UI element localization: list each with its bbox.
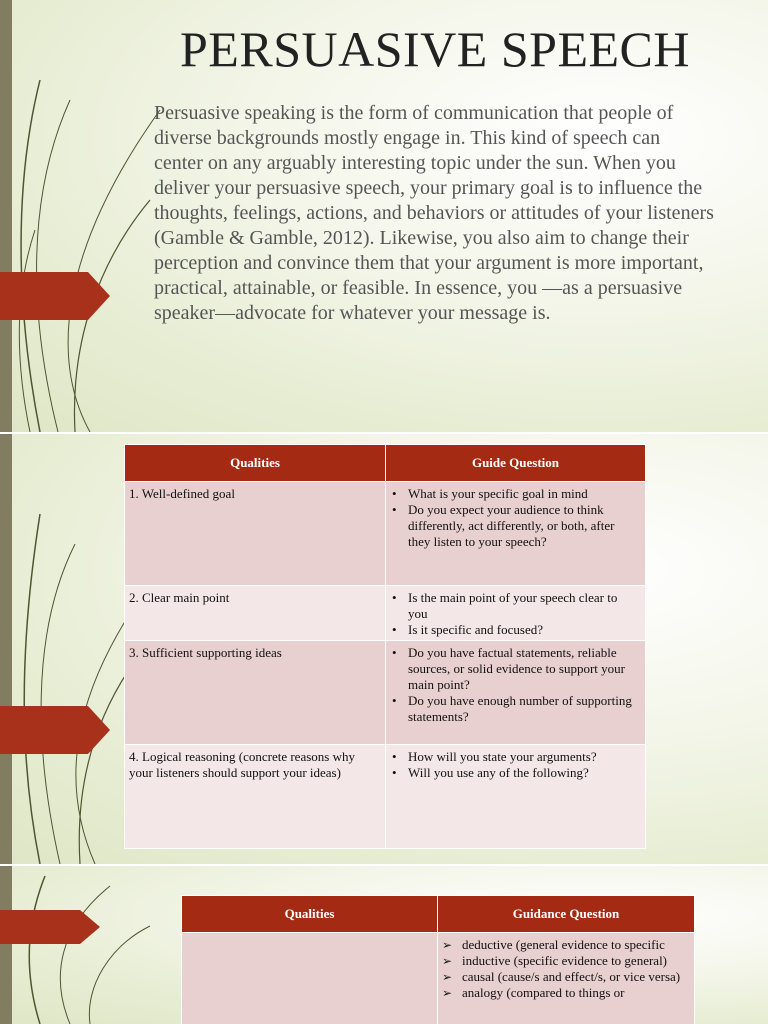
table-row bbox=[125, 586, 646, 641]
question-cell bbox=[386, 641, 646, 745]
question-item: • Is it specific and focused? bbox=[390, 622, 640, 638]
question-item: • Will you use any of the following? bbox=[390, 765, 640, 781]
slide-left-bar bbox=[0, 0, 12, 432]
table-row bbox=[125, 482, 646, 586]
question-cell bbox=[386, 482, 646, 586]
question-cell bbox=[386, 586, 646, 641]
table-row bbox=[125, 745, 646, 849]
quality-cell: 4. Logical reasoning (concrete reasons why your listeners should support your ideas) bbox=[125, 745, 386, 849]
question-cell bbox=[438, 933, 695, 1024]
question-item: • How will you state your arguments? bbox=[390, 749, 640, 765]
arrow-tab bbox=[0, 910, 100, 944]
table-row bbox=[125, 641, 646, 745]
quality-cell bbox=[182, 933, 438, 1024]
header-guidance-question: Guidance Question bbox=[438, 896, 695, 933]
arrow-tab bbox=[0, 272, 110, 320]
decorative-swirl bbox=[0, 866, 200, 1024]
slide-2 bbox=[0, 434, 768, 864]
arrow-tab bbox=[0, 706, 110, 754]
guidance-table bbox=[181, 895, 695, 1024]
slide-left-bar bbox=[0, 866, 12, 1024]
intro-paragraph: Persuasive speaking is the form of communication that people of diverse backgrounds mostly engage in. This kind of speech can center on any arguably interesting topic under the sun. When you deliver your persuasive speech, your primary goal is to influence the thoughts, feelings, actions, and behaviors or attitudes of your listeners (Gamble & Gamble, 2012). Likewise, you also aim to change their perception and convince them that your argument is more important, practical, attainable, or feasible. In essence, you —as a persuasive speaker—advocate for whatever your message is. bbox=[154, 102, 714, 324]
header-guide-question: Guide Question bbox=[386, 445, 646, 482]
slide-3 bbox=[0, 866, 768, 1024]
slide-title: PERSUASIVE SPEECH bbox=[180, 21, 690, 77]
question-item: • What is your specific goal in mind bbox=[390, 486, 640, 502]
qualities-table bbox=[124, 444, 646, 849]
question-item: • Do you expect your audience to think differently, act differently, or both, after they listen to your speech? bbox=[390, 502, 640, 550]
slide-left-bar bbox=[0, 434, 12, 864]
header-qualities: Qualities bbox=[125, 445, 386, 482]
quality-cell: 3. Sufficient supporting ideas bbox=[125, 641, 386, 745]
question-cell bbox=[386, 745, 646, 849]
reasoning-item: ➢ deductive (general evidence to specific bbox=[442, 937, 689, 953]
reasoning-item: ➢ analogy (compared to things or bbox=[442, 985, 689, 1001]
header-qualities: Qualities bbox=[182, 896, 438, 933]
question-item: • Is the main point of your speech clear to you bbox=[390, 590, 640, 622]
reasoning-item: ➢ inductive (specific evidence to general) bbox=[442, 953, 689, 969]
quality-cell: 2. Clear main point bbox=[125, 586, 386, 641]
quality-cell: 1. Well-defined goal bbox=[125, 482, 386, 586]
question-item: • Do you have factual statements, reliable sources, or solid evidence to support your main point? bbox=[390, 645, 640, 693]
slide-1 bbox=[0, 0, 768, 432]
question-item: • Do you have enough number of supporting statements? bbox=[390, 693, 640, 725]
table-row bbox=[182, 933, 695, 1024]
reasoning-item: ➢ causal (cause/s and effect/s, or vice versa) bbox=[442, 969, 689, 985]
